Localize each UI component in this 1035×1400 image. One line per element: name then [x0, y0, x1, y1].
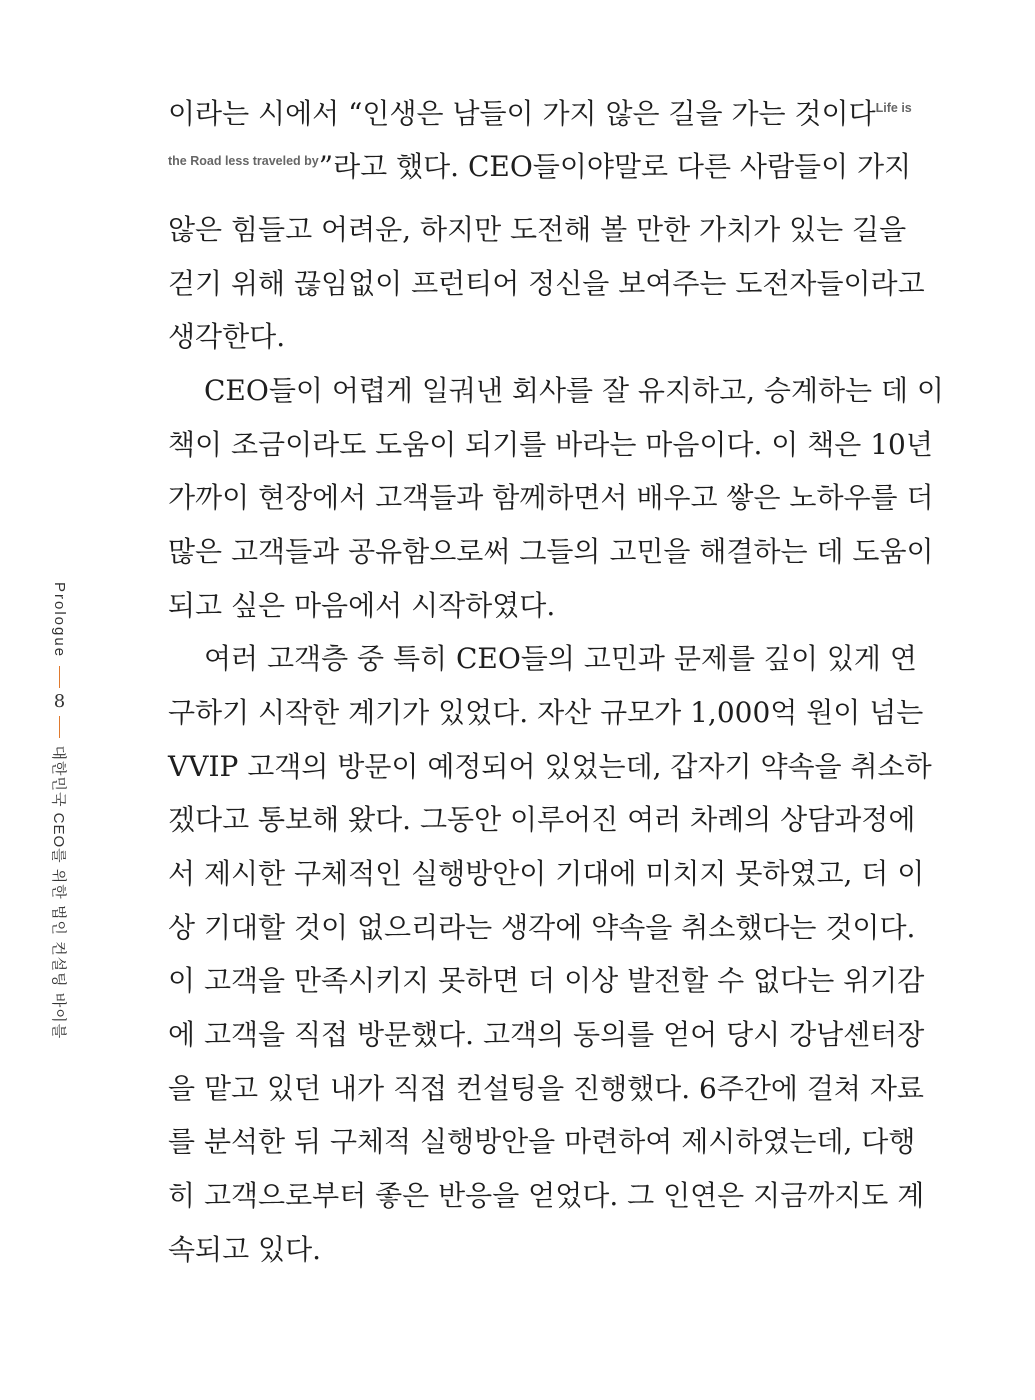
- sidebar-rotated: [49, 582, 70, 1039]
- text-line: 생각한다.: [168, 320, 286, 353]
- text-line: 여러 고객층 중 특히 CEO들의 고민과 문제를 깊이 있게 연: [204, 642, 917, 675]
- text-line: 걷기 위해 끊임없이 프런티어 정신을 보여주는 도전자들이라고: [168, 267, 925, 300]
- section-label: Prologue: [51, 582, 68, 659]
- text-line: 책이 조금이라도 도움이 되기를 바라는 마음이다. 이 책은 10년: [168, 428, 933, 461]
- english-note: Life is: [875, 101, 912, 115]
- text-line: 이 고객을 만족시키지 못하면 더 이상 발전할 수 없다는 위기감: [168, 964, 925, 997]
- text-line: VVIP 고객의 방문이 예정되어 있었는데, 갑자기 약속을 취소하: [168, 750, 932, 783]
- text-line: CEO들이 어렵게 일궈낸 회사를 잘 유지하고, 승계하는 데 이: [204, 374, 944, 407]
- text-line: 을 맡고 있던 내가 직접 컨설팅을 진행했다. 6주간에 걸쳐 자료: [168, 1072, 924, 1105]
- english-note: the Road less traveled by: [168, 154, 319, 168]
- text-line: 에 고객을 직접 방문했다. 고객의 동의를 얻어 당시 강남센터장: [168, 1018, 925, 1051]
- text-line: 이라는 시에서 “인생은 남들이 가지 않은 길을 가는 것이다$^{Life is}$: [168, 97, 912, 130]
- text-line: 구하기 시작한 계기가 있었다. 자산 규모가 1,000억 원이 넘는: [168, 696, 924, 729]
- text-line: 많은 고객들과 공유함으로써 그들의 고민을 해결하는 데 도움이: [168, 535, 934, 568]
- text-line: 가까이 현장에서 고객들과 함께하면서 배우고 쌓은 노하우를 더: [168, 481, 934, 514]
- text-line: 상 기대할 것이 없으리라는 생각에 약속을 취소했다는 것이다.: [168, 911, 916, 944]
- text-line: 서 제시한 구체적인 실행방안이 기대에 미치지 못하였고, 더 이: [168, 857, 925, 890]
- divider: [59, 666, 61, 688]
- divider: [59, 716, 61, 738]
- text-line: $^{the Road less traveled by}$”라고 했다. CEO들이야말로 다른 사람들이 가지: [168, 150, 912, 183]
- text-line: 속되고 있다.: [168, 1233, 322, 1266]
- text-line: 겠다고 통보해 왔다. 그동안 이루어진 여러 차례의 상담과정에: [168, 803, 916, 836]
- running-sidebar: [30, 582, 74, 1040]
- book-title: 대한민국 CEO를 위한 법인 컨설팅 바이블: [50, 745, 67, 1040]
- text-line: 를 분석한 뒤 구체적 실행방안을 마련하여 제시하였는데, 다행: [168, 1125, 916, 1158]
- text-line: 않은 힘들고 어려운, 하지만 도전해 볼 만한 가치가 있는 길을: [168, 213, 907, 246]
- text-line: 되고 싶은 마음에서 시작하였다.: [168, 589, 556, 622]
- text-line: 히 고객으로부터 좋은 반응을 얻었다. 그 인연은 지금까지도 계: [168, 1179, 925, 1212]
- page-number: 8: [53, 691, 66, 713]
